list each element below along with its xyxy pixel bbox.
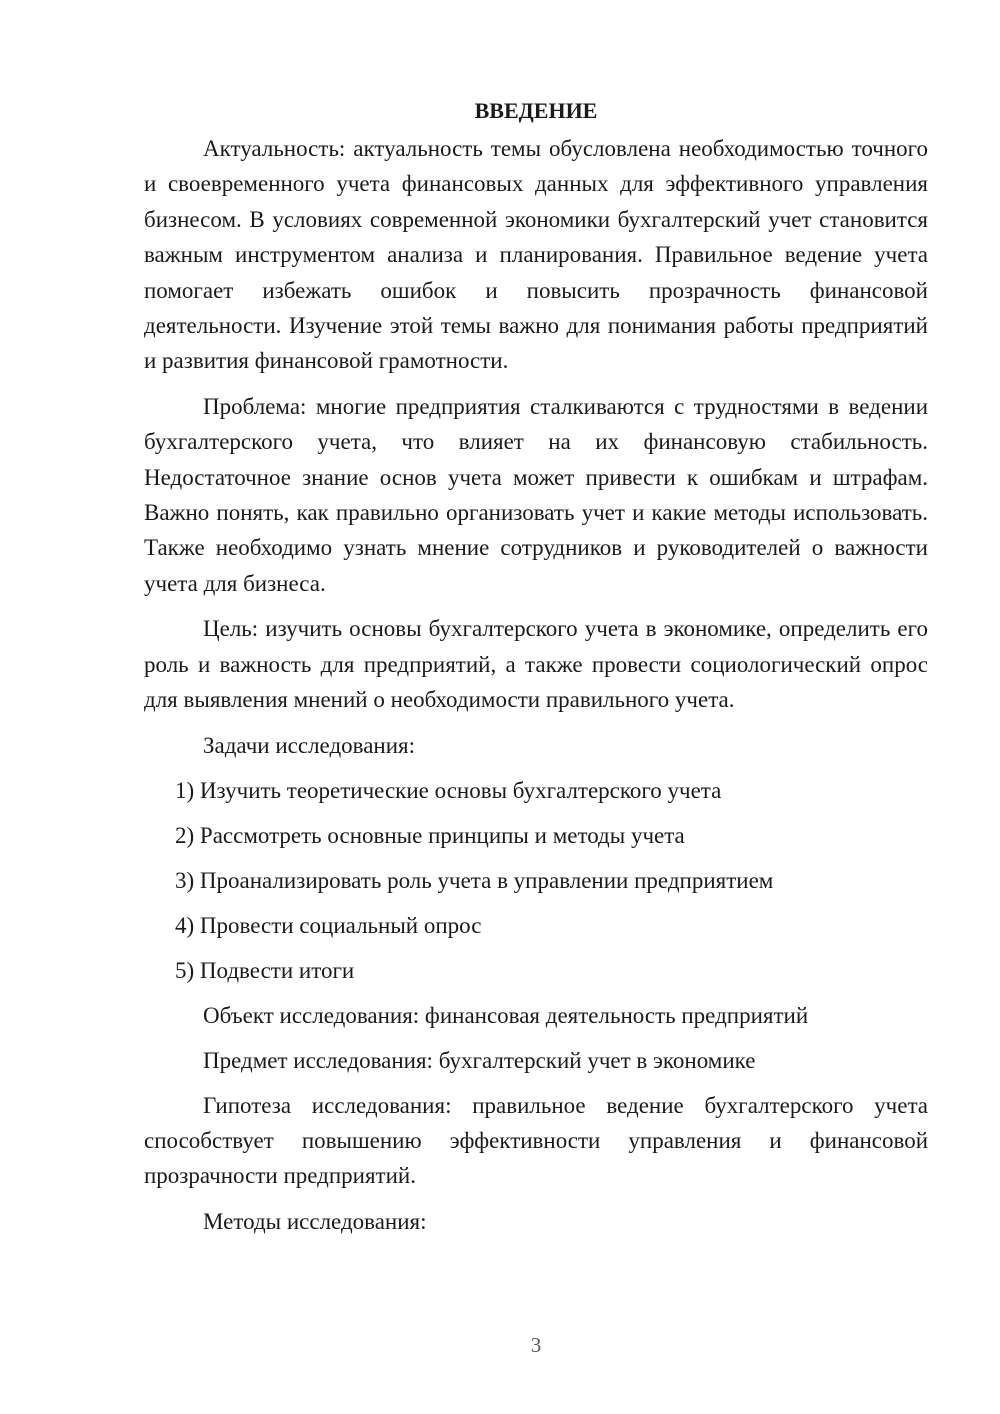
task-item: 1) Изучить теоретические основы бухгалтерского учета [175, 777, 722, 803]
task-item: 5) Подвести итоги [175, 957, 355, 983]
problem-paragraph: Проблема: многие предприятия сталкиваются с трудностями в ведении бухгалтерского учета, что влияет на их финансовую стабильность. Недостаточное знание основ учета может привести к ошибкам и штрафам. Важно понять, как правильно организовать учет и какие методы использовать. Также необходимо узнать мнение сотрудников и руководителей о важности учета для бизнеса. [144, 393, 928, 596]
page-number: 3 [530, 1333, 542, 1357]
methods-heading: Методы исследования: [203, 1208, 427, 1234]
tasks-heading: Задачи исследования: [203, 732, 416, 758]
relevance-paragraph: Актуальность: актуальность темы обусловлена необходимостью точного и своевременного учета финансовых данных для эффективного управления бизнесом. В условиях современной экономики бухгалтерский учет становится важным инструментом анализа и планирования. Правильное ведение учета помогает избежать ошибок и повысить прозрачность финансовой деятельности. Изучение этой темы важно для понимания работы предприятий и развития финансовой грамотности. [144, 136, 928, 374]
task-item: 3) Проанализировать роль учета в управлении предприятием [175, 867, 774, 893]
research-subject: Предмет исследования: бухгалтерский учет в экономике [203, 1047, 756, 1073]
hypothesis-paragraph: Гипотеза исследования: правильное ведение бухгалтерского учета способствует повышению эффективности управления и финансовой прозрачности предприятий. [144, 1092, 928, 1189]
tasks-list [144, 773, 928, 988]
research-object: Объект исследования: финансовая деятельность предприятий [203, 1002, 809, 1028]
task-item: 4) Провести социальный опрос [175, 912, 482, 938]
section-heading: ВВЕДЕНИЕ [474, 98, 598, 123]
task-item: 2) Рассмотреть основные принципы и методы учета [175, 822, 685, 848]
goal-paragraph: Цель: изучить основы бухгалтерского учета в экономике, определить его роль и важность для предприятий, а также провести социологический опрос для выявления мнений о необходимости правильного учета. [144, 616, 928, 713]
document-page [144, 95, 928, 1249]
